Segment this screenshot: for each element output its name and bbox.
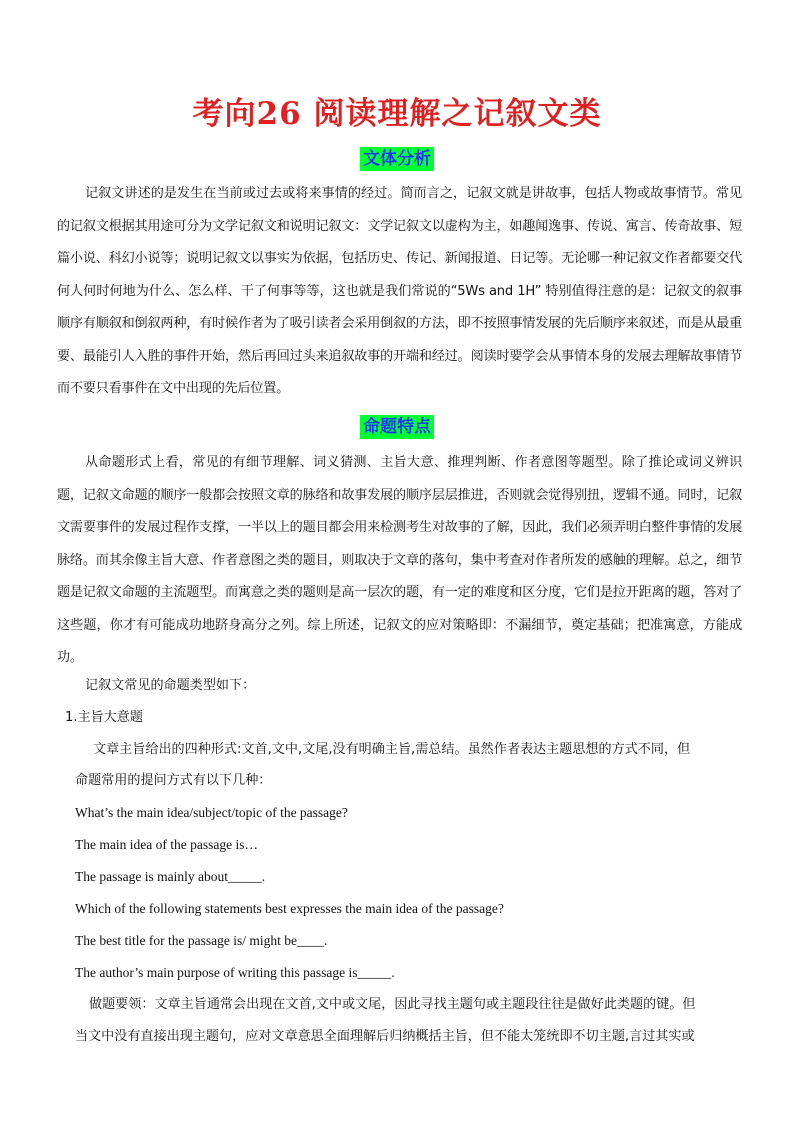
question-stem: Which of the following statements best expresses the main idea of the passage? bbox=[75, 901, 504, 916]
item-main-idea-title: 1.主旨大意题 bbox=[65, 710, 143, 725]
section-heading-genre-analysis bbox=[0, 147, 794, 171]
genre-analysis-paragraph: 记叙文讲述的是发生在当前或过去或将来事情的经过。简而言之，记叙文就是讲故事，包括人物或故事情节。常见的记叙文根据其用途可分为文学记叙文和说明记叙文：文学记叙文以虚构为主，如趣闻逸事、传说、寓言、传奇故事、短篇小说、科幻小说等；说明记叙文以事实为依据，包括历史、传记、新闻报道、日记等。无论哪一种记叙文作者都要交代何人何时何地为什么、怎么样、干了何事等等，这也就是我们常说的“5Ws and 1H” 特别值得注意的是：记叙文的叙事顺序有顺叙和倒叙两种，有时候作者为了吸引读者会采用倒叙的方法，即不按照事情发展的先后顺序来叙述，而是从最重要、最能引人入胜的事件开始，然后再回过头来追叙故事的开端和经过。阅读时要学会从事情本身的发展去理解故事情节而不要只看事件在文中出现的先后位置。 bbox=[57, 186, 742, 396]
main-idea-description-line: 文章主旨给出的四种形式:文首,文中,文尾,没有明确主旨,需总结。虽然作者表达主题思想的方式不同，但 bbox=[93, 742, 691, 757]
tips-line: 当文中没有直接出现主题句，应对文章意思全面理解后归纳概括主旨，但不能太笼统即不切主题,言过其实或 bbox=[75, 1029, 695, 1044]
tips-line: 做题要领：文章主旨通常会出现在文首,文中或文尾，因此寻找主题句或主题段往往是做好此类题的键。但 bbox=[89, 997, 696, 1012]
question-stem: The main idea of the passage is… bbox=[75, 837, 258, 852]
section-heading-label: 文体分析 bbox=[360, 147, 434, 171]
section-heading-question-features bbox=[0, 415, 794, 439]
page-title: 考向26 阅读理解之记叙文类 bbox=[192, 96, 602, 132]
question-stem: The passage is mainly about_____. bbox=[75, 869, 266, 884]
main-idea-description-line: 命题常用的提问方式有以下几种： bbox=[75, 773, 272, 788]
question-types-intro: 记叙文常见的命题类型如下： bbox=[85, 678, 256, 693]
question-stem: What’s the main idea/subject/topic of the passage? bbox=[75, 805, 348, 820]
question-stem: The best title for the passage is/ might be____. bbox=[75, 933, 328, 948]
section-heading-label: 命题特点 bbox=[360, 415, 434, 439]
question-stem: The author’s main purpose of writing this passage is_____. bbox=[75, 965, 395, 980]
question-features-paragraph: 从命题形式上看，常见的有细节理解、词义猜测、主旨大意、推理判断、作者意图等题型。除了推论或词义辨识题，记叙文命题的顺序一般都会按照文章的脉络和故事发展的顺序层层推进，否则就会觉得别扭，逻辑不通。同时，记叙文需要事件的发展过程作支撑，一半以上的题目都会用来检测考生对故事的了解，因此，我们必须弄明白整件事情的发展脉络。而其余像主旨大意、作者意图之类的题目，则取决于文章的落句，集中考查对作者所发的感触的理解。总之，细节题是记叙文命题的主流题型。而寓意之类的题则是高一层次的题，有一定的难度和区分度，它们是拉开距离的题，答对了这些题，你才有可能成功地跻身高分之列。综上所述，记叙文的应对策略即：不漏细节，奠定基础；把准寓意，方能成功。 bbox=[57, 455, 742, 665]
